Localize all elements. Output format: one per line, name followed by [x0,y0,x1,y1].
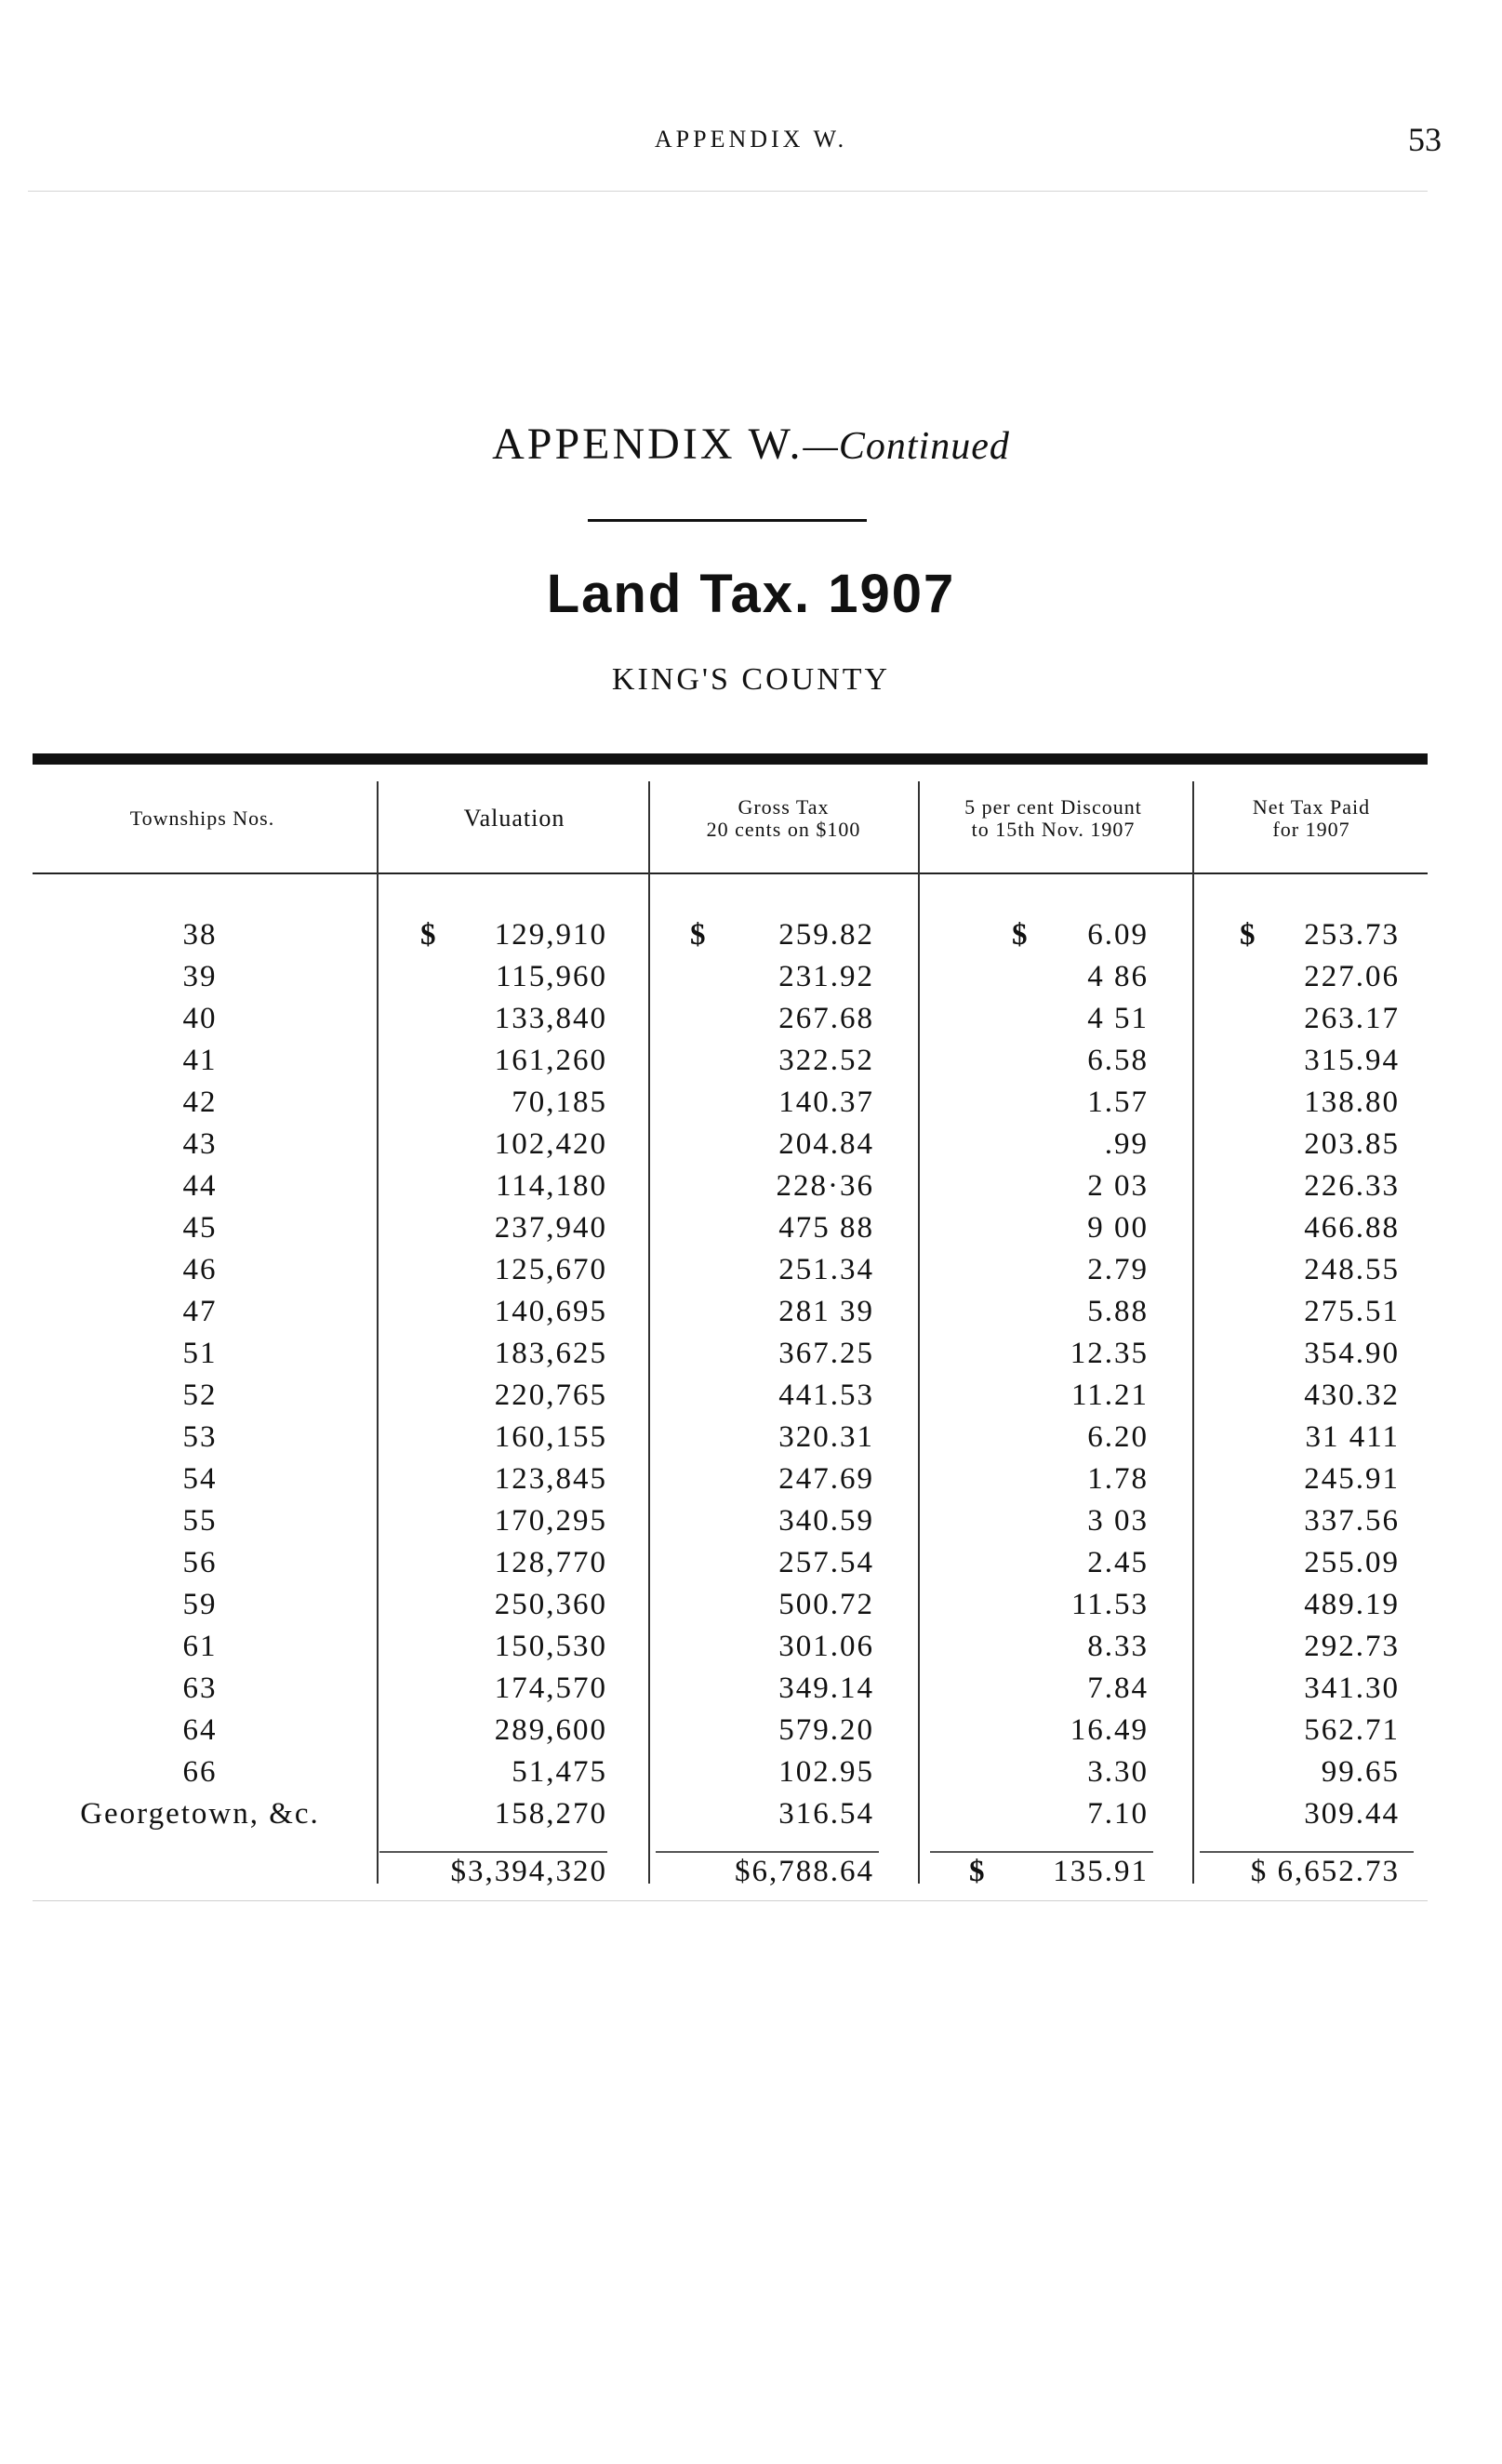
gross-tax-cell: 349.14 [778,1672,874,1705]
header-gross-tax [651,796,916,841]
county-title: KING'S COUNTY [611,662,891,697]
discount-cell: 16.49 [1070,1713,1149,1747]
table-row [0,1165,1502,1207]
discount-cell: 12.35 [1070,1337,1149,1370]
discount-cell: 2 03 [1087,1169,1149,1203]
discount-cell: 2.79 [1087,1253,1149,1286]
valuation-cell: 220,765 [494,1379,607,1412]
table-row [0,1668,1502,1710]
appendix-label: APPENDIX W. [492,420,804,469]
table-row [0,1207,1502,1249]
net-tax-cell: 263.17 [1304,1002,1400,1035]
net-tax-cell: 354.90 [1304,1337,1400,1370]
gross-tax-cell: 251.34 [778,1253,874,1286]
header-gross-line2: 20 cents on $100 [706,818,861,841]
table-row [0,1710,1502,1751]
valuation-cell: 128,770 [494,1546,607,1579]
township-cell: 64 [182,1713,218,1747]
valuation-cell: 115,960 [495,960,607,993]
gross-tax-cell: 301.06 [778,1630,874,1663]
gross-tax-cell: 500.72 [778,1588,874,1621]
valuation-cell: 140,695 [494,1295,607,1328]
township-cell: 52 [182,1379,218,1412]
table-row [0,1333,1502,1375]
valuation-cell: 174,570 [494,1672,607,1705]
title-rule [588,519,867,522]
discount-cell: .99 [1104,1127,1149,1161]
table-row [0,1458,1502,1500]
township-cell: 63 [182,1672,218,1705]
net-tax-cell: 138.80 [1304,1085,1400,1119]
header-township: Townships Nos. [129,806,275,830]
gross-tax-cell: 441.53 [778,1379,874,1412]
table-row [0,1542,1502,1584]
discount-cell: 6.20 [1087,1420,1149,1454]
valuation-cell: 102,420 [494,1127,607,1161]
discount-cell: 1.78 [1087,1462,1149,1496]
township-cell: 66 [182,1755,218,1789]
gross-tax-cell: 231.92 [778,960,874,993]
net-tax-cell: 226.33 [1304,1169,1400,1203]
total-net-tax: $ 6,652.73 [1250,1855,1400,1888]
township-cell: 55 [182,1504,218,1538]
valuation-cell: 129,910 [494,918,607,952]
table-top-rule [33,753,1428,765]
valuation-cell: 170,295 [494,1504,607,1538]
table-row [0,1249,1502,1291]
page-number: 53 [1408,121,1442,158]
net-tax-cell: 275.51 [1304,1295,1400,1328]
total-gross-tax: $6,788.64 [735,1855,874,1888]
table-row [0,1082,1502,1124]
valuation-cell: 70,185 [512,1085,607,1119]
header-discount [921,796,1186,841]
net-tax-cell: 227.06 [1304,960,1400,993]
net-tax-cell: 253.73 [1304,918,1400,952]
gross-tax-cell: 228·36 [776,1169,874,1203]
currency-symbol: $ [969,1855,987,1888]
net-tax-cell: 489.19 [1304,1588,1400,1621]
township-cell: 40 [182,1002,218,1035]
totals-row [0,1851,1502,1893]
net-tax-cell: 31 411 [1305,1420,1400,1454]
header-bottom-rule [33,872,1428,874]
table-row [0,998,1502,1040]
discount-cell: 1.57 [1087,1085,1149,1119]
township-cell: 61 [182,1630,218,1663]
discount-cell: 4 51 [1087,1002,1149,1035]
running-head-title: APPENDIX W. [654,126,848,153]
net-tax-cell: 292.73 [1304,1630,1400,1663]
table-row [0,1124,1502,1165]
township-cell: Georgetown, &c. [80,1797,320,1831]
discount-cell: 8.33 [1087,1630,1149,1663]
township-cell: 54 [182,1462,218,1496]
table-row [0,1500,1502,1542]
land-tax-title: Land Tax. 1907 [546,564,956,624]
net-tax-cell: 337.56 [1304,1504,1400,1538]
gross-tax-cell: 579.20 [778,1713,874,1747]
discount-cell: 5.88 [1087,1295,1149,1328]
table-row [0,1375,1502,1417]
township-cell: 41 [182,1044,218,1077]
net-tax-cell: 309.44 [1304,1797,1400,1831]
township-cell: 56 [182,1546,218,1579]
valuation-cell: 160,155 [494,1420,607,1454]
discount-cell: 6.58 [1087,1044,1149,1077]
table-row [0,1417,1502,1458]
discount-cell: 3 03 [1087,1504,1149,1538]
discount-cell: 6.09 [1087,918,1149,952]
township-cell: 47 [182,1295,218,1328]
net-tax-cell: 562.71 [1304,1713,1400,1747]
net-tax-cell: 203.85 [1304,1127,1400,1161]
net-tax-cell: 341.30 [1304,1672,1400,1705]
valuation-cell: 237,940 [494,1211,607,1245]
currency-symbol: $ [690,918,706,952]
valuation-cell: 250,360 [494,1588,607,1621]
header-net-line1: Net Tax Paid [1252,795,1371,819]
net-tax-cell: 315.94 [1304,1044,1400,1077]
township-cell: 51 [182,1337,218,1370]
discount-cell: 9 00 [1087,1211,1149,1245]
township-cell: 59 [182,1588,218,1621]
table-row [0,1584,1502,1626]
valuation-cell: 183,625 [494,1337,607,1370]
township-cell: 45 [182,1211,218,1245]
header-valuation: Valuation [463,805,565,832]
net-tax-cell: 245.91 [1304,1462,1400,1496]
township-cell: 38 [182,918,218,952]
discount-cell: 4 86 [1087,960,1149,993]
discount-cell: 7.10 [1087,1797,1149,1831]
township-cell: 44 [182,1169,218,1203]
valuation-cell: 114,180 [495,1169,607,1203]
table-row [0,914,1502,956]
table-row [0,1291,1502,1333]
header-discount-line1: 5 per cent Discount [964,795,1142,819]
net-tax-cell: 255.09 [1304,1546,1400,1579]
township-cell: 53 [182,1420,218,1454]
header-net-line2: for 1907 [1272,818,1350,841]
gross-tax-cell: 281 39 [778,1295,874,1328]
appendix-title [0,419,1502,470]
valuation-cell: 133,840 [494,1002,607,1035]
discount-cell: 7.84 [1087,1672,1149,1705]
gross-tax-cell: 340.59 [778,1504,874,1538]
gross-tax-cell: 247.69 [778,1462,874,1496]
running-head-rule [28,191,1428,192]
valuation-cell: 51,475 [512,1755,607,1789]
net-tax-cell: 99.65 [1321,1755,1400,1789]
total-discount: 135.91 [1053,1855,1149,1888]
township-cell: 42 [182,1085,218,1119]
gross-tax-cell: 140.37 [778,1085,874,1119]
gross-tax-cell: 257.54 [778,1546,874,1579]
valuation-cell: 150,530 [494,1630,607,1663]
table-row [0,1751,1502,1793]
table-row [0,1040,1502,1082]
gross-tax-cell: 259.82 [778,918,874,952]
discount-cell: 11.21 [1070,1379,1149,1412]
continued-label: —Continued [803,425,1010,468]
gross-tax-cell: 316.54 [778,1797,874,1831]
gross-tax-cell: 102.95 [778,1755,874,1789]
gross-tax-cell: 267.68 [778,1002,874,1035]
gross-tax-cell: 475 88 [778,1211,874,1245]
running-head [0,121,1502,163]
valuation-cell: 161,260 [494,1044,607,1077]
gross-tax-cell: 367.25 [778,1337,874,1370]
currency-symbol: $ [1012,918,1028,952]
table-row [0,1793,1502,1835]
valuation-cell: 158,270 [494,1797,607,1831]
net-tax-cell: 466.88 [1304,1211,1400,1245]
table-bottom-rule [33,1900,1428,1901]
currency-symbol: $ [1240,918,1256,952]
township-cell: 39 [182,960,218,993]
discount-cell: 11.53 [1070,1588,1149,1621]
header-net-tax [1195,796,1428,841]
currency-symbol: $ [420,918,436,952]
township-cell: 43 [182,1127,218,1161]
header-discount-line2: to 15th Nov. 1907 [971,818,1136,841]
gross-tax-cell: 320.31 [778,1420,874,1454]
valuation-cell: 289,600 [494,1713,607,1747]
discount-cell: 2.45 [1087,1546,1149,1579]
net-tax-cell: 430.32 [1304,1379,1400,1412]
discount-cell: 3.30 [1087,1755,1149,1789]
table-row [0,956,1502,998]
gross-tax-cell: 204.84 [778,1127,874,1161]
gross-tax-cell: 322.52 [778,1044,874,1077]
township-cell: 46 [182,1253,218,1286]
valuation-cell: 123,845 [494,1462,607,1496]
net-tax-cell: 248.55 [1304,1253,1400,1286]
header-gross-line1: Gross Tax [738,795,830,819]
total-valuation: $3,394,320 [450,1855,607,1888]
table-row [0,1626,1502,1668]
valuation-cell: 125,670 [494,1253,607,1286]
